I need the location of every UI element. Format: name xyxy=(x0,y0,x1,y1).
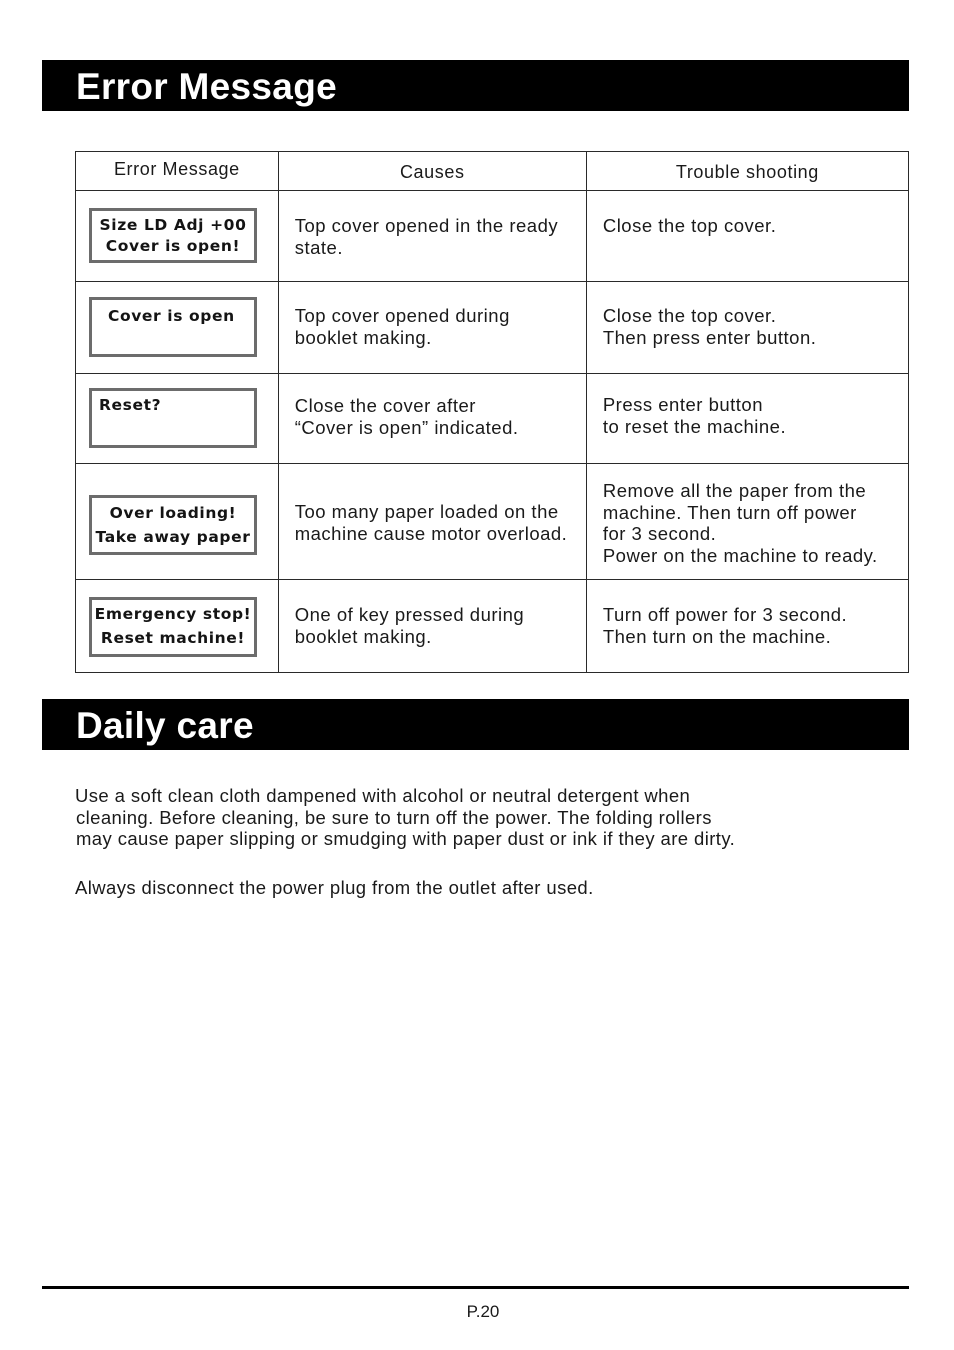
lcd-line: Emergency stop! xyxy=(94,605,252,623)
table-row xyxy=(76,580,909,673)
fix-cell xyxy=(586,374,908,464)
fix-line: Close the top cover. xyxy=(602,305,777,326)
fix-cell xyxy=(586,580,908,673)
cause-cell xyxy=(278,580,586,673)
lcd-cell xyxy=(76,282,279,374)
lcd-display xyxy=(89,208,257,263)
header-causes: Causes xyxy=(278,152,586,191)
lcd-display xyxy=(89,297,257,357)
paragraph-line: Always disconnect the power plug from the outlet after used. xyxy=(75,877,594,898)
lcd-cell xyxy=(76,580,279,673)
lcd-line: Over loading! xyxy=(109,504,237,522)
fix-line: Turn off power for 3 second. xyxy=(602,604,848,625)
cause-line: state. xyxy=(294,236,343,258)
cause-cell xyxy=(278,464,586,580)
lcd-line: Size LD Adj +00 xyxy=(99,216,247,234)
table-row xyxy=(76,282,909,374)
cause-cell xyxy=(278,374,586,464)
table-row xyxy=(76,374,909,464)
cause-line: machine cause motor overload. xyxy=(294,522,568,544)
fix-line: Then press enter button. xyxy=(602,326,817,348)
page-number: P.20 xyxy=(466,1302,500,1321)
lcd-line: Reset machine! xyxy=(100,629,246,647)
paragraph-line: cleaning. Before cleaning, be sure to turn off the power. The folding rollers xyxy=(76,806,712,828)
header-trouble-shooting: Trouble shooting xyxy=(586,152,908,191)
lcd-line: Reset? xyxy=(99,396,162,414)
fix-line: machine. Then turn off power xyxy=(602,501,857,523)
daily-care-note xyxy=(75,877,594,899)
lcd-cell xyxy=(76,191,279,282)
cause-cell xyxy=(278,191,586,282)
header-error-message: Error Message xyxy=(76,152,279,191)
lcd-display xyxy=(89,495,257,555)
fix-line: Close the top cover. xyxy=(602,215,777,236)
lcd-line: Cover is open! xyxy=(105,237,241,255)
cause-line: Too many paper loaded on the xyxy=(294,501,559,522)
fix-line: Press enter button xyxy=(602,394,763,415)
cause-line: Top cover opened during xyxy=(294,305,510,326)
error-message-title: Error Message xyxy=(76,66,337,107)
table-row xyxy=(76,191,909,282)
lcd-display xyxy=(89,597,257,657)
fix-line: for 3 second. xyxy=(602,523,717,544)
daily-care-header xyxy=(42,699,909,750)
cause-line: “Cover is open” indicated. xyxy=(294,416,519,438)
lcd-display xyxy=(89,388,257,448)
cause-cell xyxy=(278,282,586,374)
fix-cell xyxy=(586,191,908,282)
lcd-cell xyxy=(76,374,279,464)
fix-line: Remove all the paper from the xyxy=(602,480,867,501)
fix-line: Power on the machine to ready. xyxy=(602,544,878,566)
cause-line: booklet making. xyxy=(294,326,432,348)
lcd-line: Cover is open xyxy=(108,307,235,325)
fix-cell xyxy=(586,464,908,580)
lcd-cell xyxy=(76,464,279,580)
table-header-row xyxy=(76,152,909,191)
daily-care-paragraph xyxy=(75,785,735,850)
paragraph-line: Use a soft clean cloth dampened with alcohol or neutral detergent when xyxy=(75,785,691,806)
cause-line: One of key pressed during xyxy=(294,604,525,625)
footer-divider xyxy=(42,1286,909,1289)
error-message-header xyxy=(42,60,909,111)
cause-line: Top cover opened in the ready xyxy=(294,215,559,236)
cause-line: Close the cover after xyxy=(294,395,476,416)
paragraph-line: may cause paper slipping or smudging with paper dust or ink if they are dirty. xyxy=(76,828,736,849)
fix-line: Then turn on the machine. xyxy=(602,625,832,647)
lcd-line: Take away paper xyxy=(95,528,251,546)
fix-cell xyxy=(586,282,908,374)
fix-line: to reset the machine. xyxy=(602,415,787,437)
table-row xyxy=(76,464,909,580)
daily-care-title: Daily care xyxy=(76,705,254,746)
error-table xyxy=(75,151,909,673)
cause-line: booklet making. xyxy=(294,625,432,647)
